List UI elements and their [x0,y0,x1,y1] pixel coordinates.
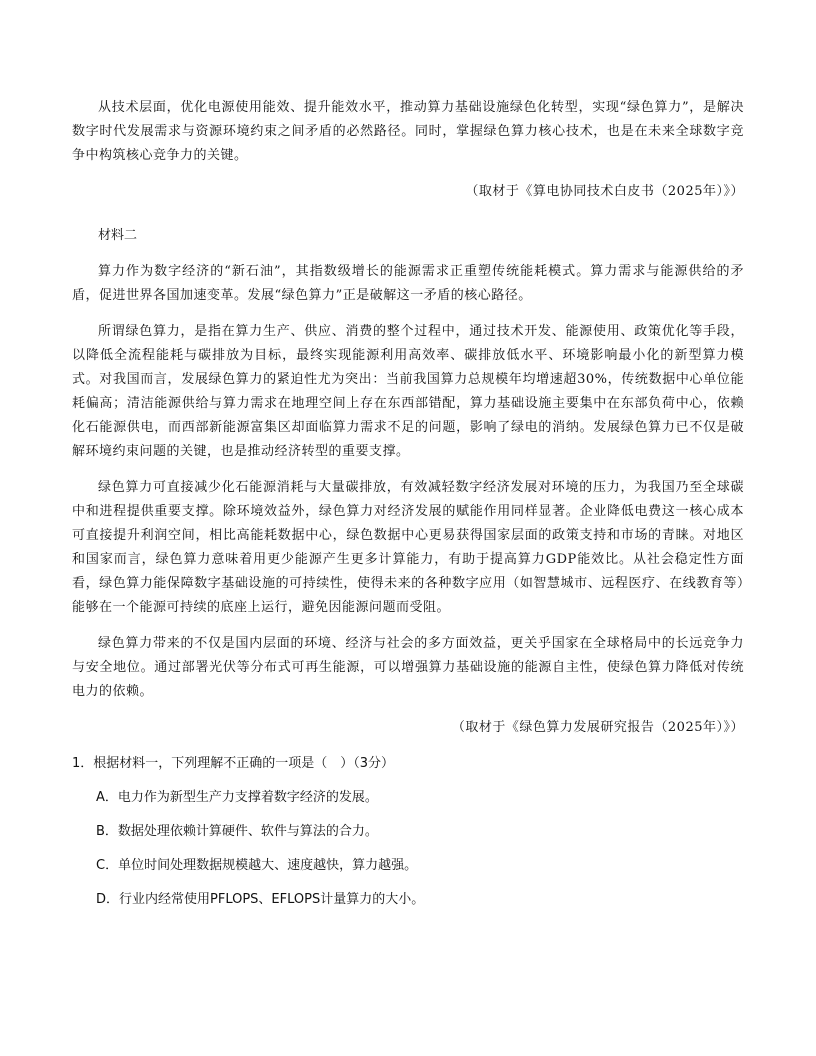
material1-source: （取材于《算电协同技术白皮书（2025年）》） [465,184,744,199]
option-a: A．电力作为新型生产力支撑着数字经济的发展。 [96,790,378,805]
material2-heading: 材料二 [98,228,138,243]
option-b: B．数据处理依赖计算硬件、软件与算法的合力。 [96,824,378,839]
material2-paragraph-3: 绿色算力可直接减少化石能源消耗与大量碳排放，有效减轻数字经济发展对环境的压力，为我国乃至全球碳中和进程提供重要支撑。除环境效益外，绿色算力对经济发展的赋能作用同样显著。企业降低电费这一核心成本可直接提升利润空间，相比高能耗数据中心，绿色数据中心更易获得国家层面的政策支持和市场的青睐。对地区和国家而言，绿色算力意味着用更少能源产生更多计算能力，有助于提高算力GDP能效比。从社会稳定性方面看，绿色算力能保障数字基础设施的可持续性，使得未来的各种数字应用（如智慧城市、远程医疗、在线教育等）能够在一个能源可持续的底座上运行，避免因能源问题而受阻。 [72,480,744,615]
question-block [72,752,744,912]
material2-paragraph-2: 所谓绿色算力，是指在算力生产、供应、消费的整个过程中，通过技术开发、能源使用、政策优化等手段，以降低全流程能耗与碳排放为目标，最终实现能源利用高效率、碳排放低水平、环境影响最小化的新型算力模式。对我国而言，发展绿色算力的紧迫性尤为突出：当前我国算力总规模年均增速超30%，传统数据中心单位能耗偏高；清洁能源供给与算力需求在地理空间上存在东西部错配，算力基础设施主要集中在东部负荷中心，依赖化石能源供电，而西部新能源富集区却面临算力需求不足的问题，影响了绿电的消纳。发展绿色算力已不仅是破解环境约束问题的关键，也是推动经济转型的重要支撑。 [72,324,744,459]
question-stem: 1．根据材料一，下列理解不正确的一项是（ ）（3分） [72,756,395,771]
option-d: D．行业内经常使用PFLOPS、EFLOPS计量算力的大小。 [96,892,425,907]
material1-paragraph: 从技术层面，优化电源使用能效、提升能效水平，推动算力基础设施绿色化转型，实现“绿色算力”，是解决数字时代发展需求与资源环境约束之间矛盾的必然路径。同时，掌握绿色算力核心技术，也是在未来全球数字竞争中构筑核心竞争力的关键。 [72,100,744,163]
material2-paragraph-1: 算力作为数字经济的“新石油”，其指数级增长的能源需求正重塑传统能耗模式。算力需求与能源供给的矛盾，促进世界各国加速变革。发展“绿色算力”正是破解这一矛盾的核心路径。 [72,264,744,303]
material2-source: （取材于《绿色算力发展研究报告（2025年）》） [451,720,744,735]
document-page [72,96,744,912]
option-c: C．单位时间处理数据规模越大、速度越快，算力越强。 [96,858,418,873]
material2-paragraph-4: 绿色算力带来的不仅是国内层面的环境、经济与社会的多方面效益，更关乎国家在全球格局中的长远竞争力与安全地位。通过部署光伏等分布式可再生能源，可以增强算力基础设施的能源自主性，使绿色算力降低对传统电力的依赖。 [72,636,744,699]
